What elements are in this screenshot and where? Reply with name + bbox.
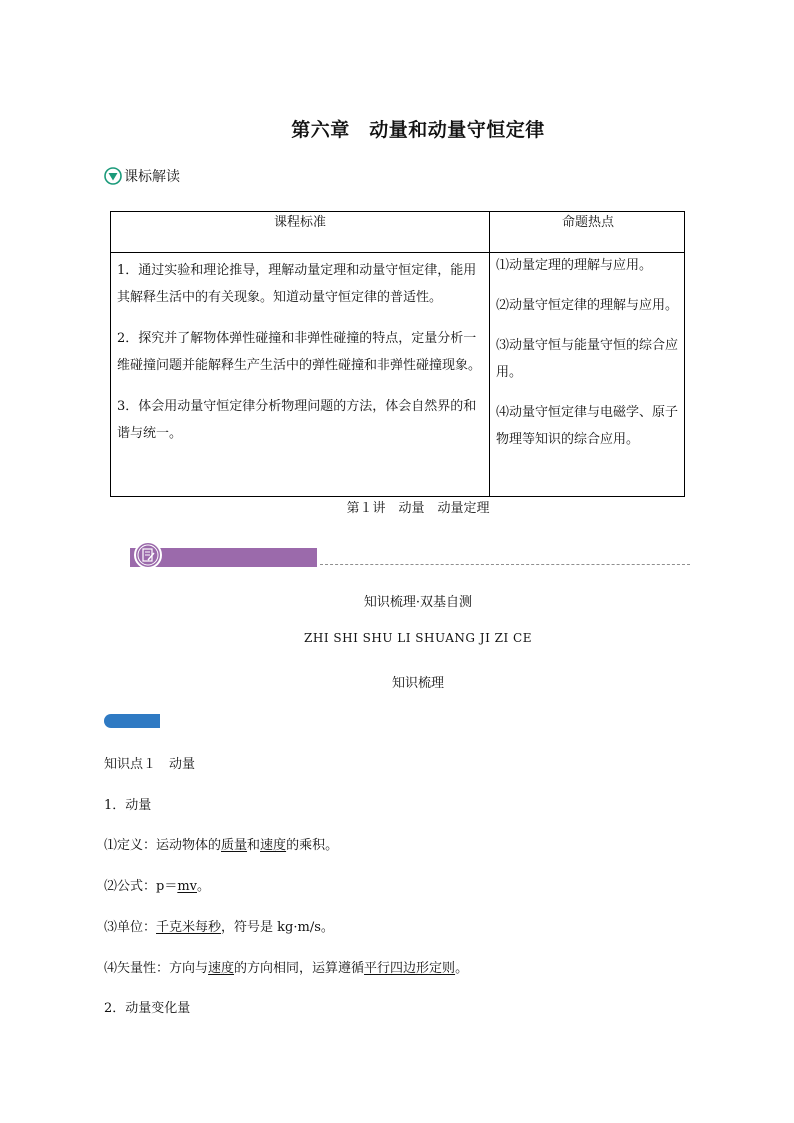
- unit-line: [104, 916, 334, 935]
- unit-prefix: ⑶单位：: [104, 920, 157, 935]
- standards-table: [110, 211, 685, 497]
- hotspot-item: ⑷动量守恒定律与电磁学、原子物理等知识的综合应用。: [496, 405, 679, 447]
- section-heading: 知识梳理·双基自测: [363, 595, 473, 610]
- hotspot-item: ⑵动量守恒定律的理解与应用。: [496, 298, 679, 313]
- term-unit: 千克米每秒: [156, 920, 222, 935]
- definition-suffix: 的乘积。: [286, 838, 339, 853]
- standard-item: 1．通过实验和理论推导，理解动量定理和动量守恒定律，能用其解释生活中的有关现象。知道动量守恒定律的普适性。: [117, 263, 477, 305]
- definition-mid: 和: [247, 838, 261, 853]
- term-velocity-2: 速度: [208, 961, 235, 976]
- term-parallelogram: 平行四边形定则: [364, 961, 456, 976]
- chapter-title: 第六章 动量和动量守恒定律: [291, 119, 545, 141]
- hotspot-item: ⑶动量守恒与能量守恒的综合应用。: [496, 338, 679, 380]
- item-heading: 1．动量: [104, 798, 152, 813]
- formula-line: [104, 875, 210, 894]
- term-mass: 质量: [221, 838, 248, 853]
- vector-suffix: 。: [455, 961, 469, 976]
- section-heading-pinyin: ZHI SHI SHU LI SHUANG JI ZI CE: [304, 631, 532, 645]
- header-standards: 课程标准: [273, 215, 326, 230]
- vector-mid: 的方向相同，运算遵循: [234, 961, 365, 976]
- definition-line: [104, 834, 338, 853]
- vector-prefix: ⑷矢量性：方向与: [104, 961, 209, 976]
- unit-suffix: ，符号是 kg·m/s。: [221, 920, 334, 935]
- knowledge-point-title: 知识点１ 动量: [104, 757, 196, 772]
- lecture-title: 第１讲 动量 动量定理: [346, 501, 490, 516]
- formula-suffix: 。: [197, 879, 211, 894]
- standard-item: 2．探究并了解物体弹性碰撞和非弹性碰撞的特点，定量分析一维碰撞问题并能解释生产生活中的弹性碰撞和非弹性碰撞现象。: [117, 331, 482, 373]
- definition-prefix: ⑴定义：运动物体的: [104, 838, 222, 853]
- triangle-down-circle-icon: [104, 167, 122, 185]
- standard-item: 3．体会用动量守恒定律分析物理问题的方法，体会自然界的和谐与统一。: [117, 399, 477, 441]
- term-velocity: 速度: [260, 838, 287, 853]
- hotspot-item: ⑴动量定理的理解与应用。: [496, 258, 653, 273]
- hotspots-cell: [496, 252, 680, 466]
- item-heading: 2．动量变化量: [104, 1001, 191, 1016]
- notebook-pen-icon: [133, 540, 163, 570]
- section-header: [104, 166, 180, 186]
- blue-tag: [104, 714, 160, 728]
- banner-dashed-rule: [320, 564, 690, 565]
- section-label: 课标解读: [124, 169, 180, 185]
- section-subheading: 知识梳理: [391, 676, 444, 691]
- table-divider: [489, 212, 490, 496]
- header-hotspots: 命题热点: [561, 215, 614, 230]
- standards-cell: [117, 257, 485, 461]
- formula-prefix: ⑵公式：p＝: [104, 879, 178, 894]
- vector-line: [104, 957, 468, 976]
- term-mv: mv: [177, 879, 197, 894]
